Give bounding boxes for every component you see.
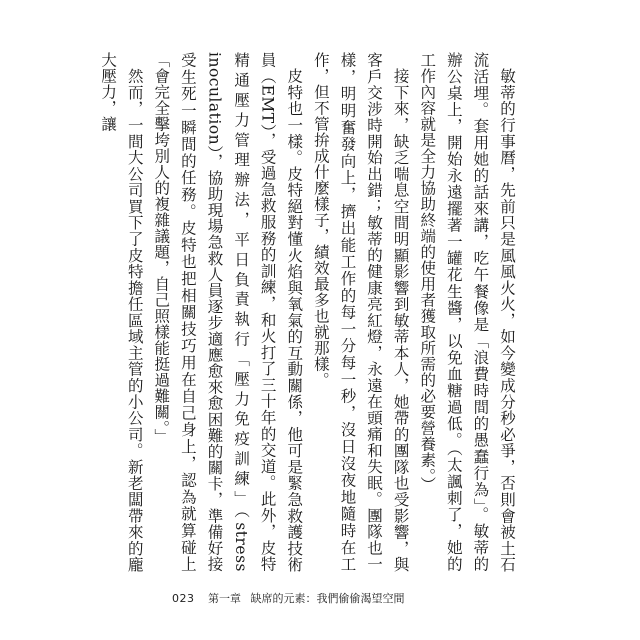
body-text	[100, 52, 520, 572]
chapter-label: 第一章	[208, 592, 241, 605]
page-footer	[172, 590, 405, 606]
paragraph-3: 皮特也一樣。皮特絕對懂火焰與氧氣的互動關係，他可是緊急救護技術員（EMT），受過急救服務的訓練，和火打了三十年的交道。此外，皮特精通壓力管理辦法，平日負責執行「壓力免疫訓練」（stress inoculation），協助現場急救人員逐步適應愈來愈困難的關卡，準備好接受生死一瞬間的任務。皮特也把相關技巧用在自己身上，認為就算碰上「會完全擊垮別人的複雜議題，自己照樣能挺過難關。」	[152, 52, 304, 572]
paragraph-2: 接下來，缺乏喘息空間明顯影響到敏蒂本人，她帶的團隊也受影響，與客戶交涉時開始出錯；敏蒂的健康亮紅燈，永遠在頭痛和失眠。團隊也一樣，明明奮發向上，擠出能工作的每一分每一秒，沒日沒夜地隨時在工作，但不管拚成什麼樣子，績效最多也就那樣。	[311, 52, 410, 572]
page-number: 023	[172, 592, 195, 605]
paragraph-4: 然而，一間大公司買下了皮特擔任區域主管的小公司。新老闆帶來的龐大壓力，讓	[99, 52, 144, 572]
paragraph-1: 敏蒂的行事曆，先前只是風風火火，如今變成分秒必爭，否則會被土石流活埋。套用她的話來講，吃午餐像是「浪費時間的愚蠢行為」。敏蒂的辦公桌上，開始永遠擺著一罐花生醬，以免血糖過低。（太諷刺了，她的工作內容就是全力協助終端的使用者獲取所需的必要營養素。）	[418, 52, 516, 572]
chapter-title: 缺席的元素：我們偷偷渴望空間	[250, 592, 405, 605]
